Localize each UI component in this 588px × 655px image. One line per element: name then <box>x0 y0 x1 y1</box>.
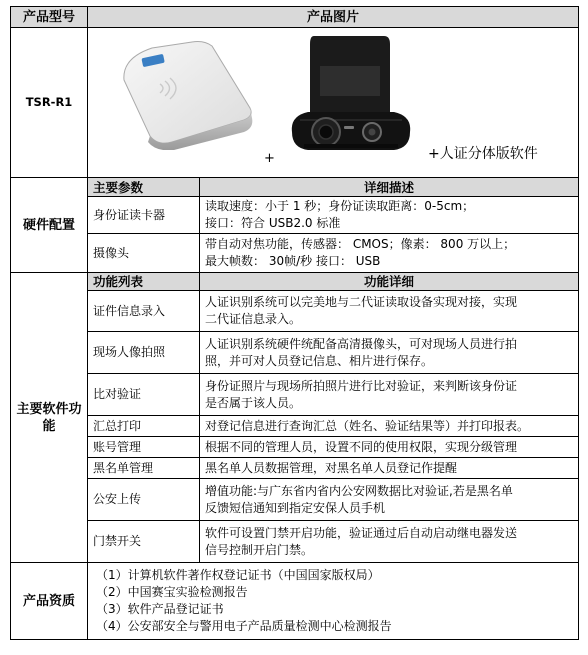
plus-sign: + <box>264 151 275 166</box>
table-row <box>11 437 579 458</box>
software-section-label: 主要软件功能 <box>11 273 88 563</box>
hardware-item-name: 摄像头 <box>88 234 200 273</box>
table-row <box>11 479 579 521</box>
qualification-list <box>88 563 579 640</box>
software-header-row <box>11 273 579 291</box>
detail-line: 反馈短信通知到指定安保人员手机 <box>205 500 386 515</box>
software-item-name: 公安上传 <box>88 479 200 521</box>
software-item-detail <box>200 291 579 332</box>
model-column-header: 产品型号 <box>11 7 88 28</box>
detail-line: 二代证信息录入。 <box>205 312 302 326</box>
software-item-name: 账号管理 <box>88 437 200 458</box>
software-item-detail <box>200 416 579 437</box>
software-detail-header: 功能详细 <box>200 273 579 291</box>
list-item: （2）中国赛宝实验检测报告 <box>96 585 248 599</box>
list-item: （1）计算机软件著作权登记证书（中国国家版权局） <box>96 568 380 582</box>
detail-line: 黑名单人员数据管理，对黑名单人员登记作提醒 <box>205 460 458 475</box>
list-item: （4）公安部安全与警用电子产品质量检测中心检测报告 <box>96 619 392 633</box>
detail-line: 软件可设置门禁开启功能，验证通过后自动启动继电器发送 <box>205 525 518 540</box>
software-item-detail <box>200 437 579 458</box>
software-item-detail <box>200 332 579 374</box>
table-row <box>11 458 579 479</box>
software-list-header: 功能列表 <box>88 273 200 291</box>
product-model: TSR-R1 <box>11 28 88 178</box>
software-item-name: 比对验证 <box>88 374 200 416</box>
software-item-name: 汇总打印 <box>88 416 200 437</box>
software-item-detail <box>200 374 579 416</box>
detail-line: 最大帧数： 30帧/秒 接口： USB <box>205 254 381 268</box>
detail-line: 身份证照片与现场所拍照片进行比对验证，来判断该身份证 <box>205 378 518 393</box>
table-row <box>11 521 579 563</box>
qualification-section-label: 产品资质 <box>11 563 88 640</box>
qualification-row <box>11 563 579 640</box>
table-row <box>11 197 579 234</box>
detail-line: 人证识别系统硬件统配备高清摄像头，可对现场人员进行拍 <box>205 336 518 351</box>
detail-line: 是否属于该人员。 <box>205 395 302 410</box>
software-item-name: 黑名单管理 <box>88 458 200 479</box>
table-row <box>11 291 579 332</box>
header-row <box>11 7 579 28</box>
detail-line: 信号控制开启门禁。 <box>205 542 314 557</box>
hardware-main-param-header: 主要参数 <box>88 178 200 197</box>
table-row <box>11 374 579 416</box>
hardware-item-detail <box>200 197 579 234</box>
webcam-icon <box>286 36 416 176</box>
table-row <box>11 416 579 437</box>
detail-line: 读取速度：小于 1 秒；身份证读取距离：0-5cm； <box>205 199 475 213</box>
software-label: +人证分体版软件 <box>428 146 538 162</box>
hardware-item-detail <box>200 234 579 273</box>
product-row <box>11 28 579 178</box>
detail-line: 照，并可对人员登记信息、相片进行保存。 <box>205 353 434 368</box>
product-spec-table <box>10 6 579 640</box>
detail-line: 增值功能:与广东省内省内公安网数据比对验证,若是黑名单 <box>205 483 513 498</box>
software-item-detail <box>200 479 579 521</box>
hardware-header-row <box>11 178 579 197</box>
software-item-detail <box>200 458 579 479</box>
detail-line: 带自动对焦功能，传感器： CMOS；像素： 800 万以上； <box>205 237 516 251</box>
hardware-section-label: 硬件配置 <box>11 178 88 273</box>
table-row <box>11 332 579 374</box>
software-item-name: 现场人像拍照 <box>88 332 200 374</box>
table-row <box>11 234 579 273</box>
detail-line: 接口：符合 USB2.0 标准 <box>205 216 341 230</box>
detail-line: 对登记信息进行查询汇总（姓名、验证结果等）并打印报表。 <box>205 418 530 433</box>
hardware-item-name: 身份证读卡器 <box>88 197 200 234</box>
image-column-header: 产品图片 <box>88 7 579 28</box>
hardware-detail-header: 详细描述 <box>200 178 579 197</box>
software-item-name: 门禁开关 <box>88 521 200 563</box>
software-item-name: 证件信息录入 <box>88 291 200 332</box>
detail-line: 根据不同的管理人员，设置不同的使用权限，实现分级管理 <box>205 439 518 454</box>
detail-line: 人证识别系统可以完美地与二代证读取设备实现对接，实现 <box>205 295 518 309</box>
product-image-cell <box>88 28 579 178</box>
software-item-detail <box>200 521 579 563</box>
card-reader-icon <box>112 38 262 150</box>
list-item: （3）软件产品登记证书 <box>96 602 224 616</box>
